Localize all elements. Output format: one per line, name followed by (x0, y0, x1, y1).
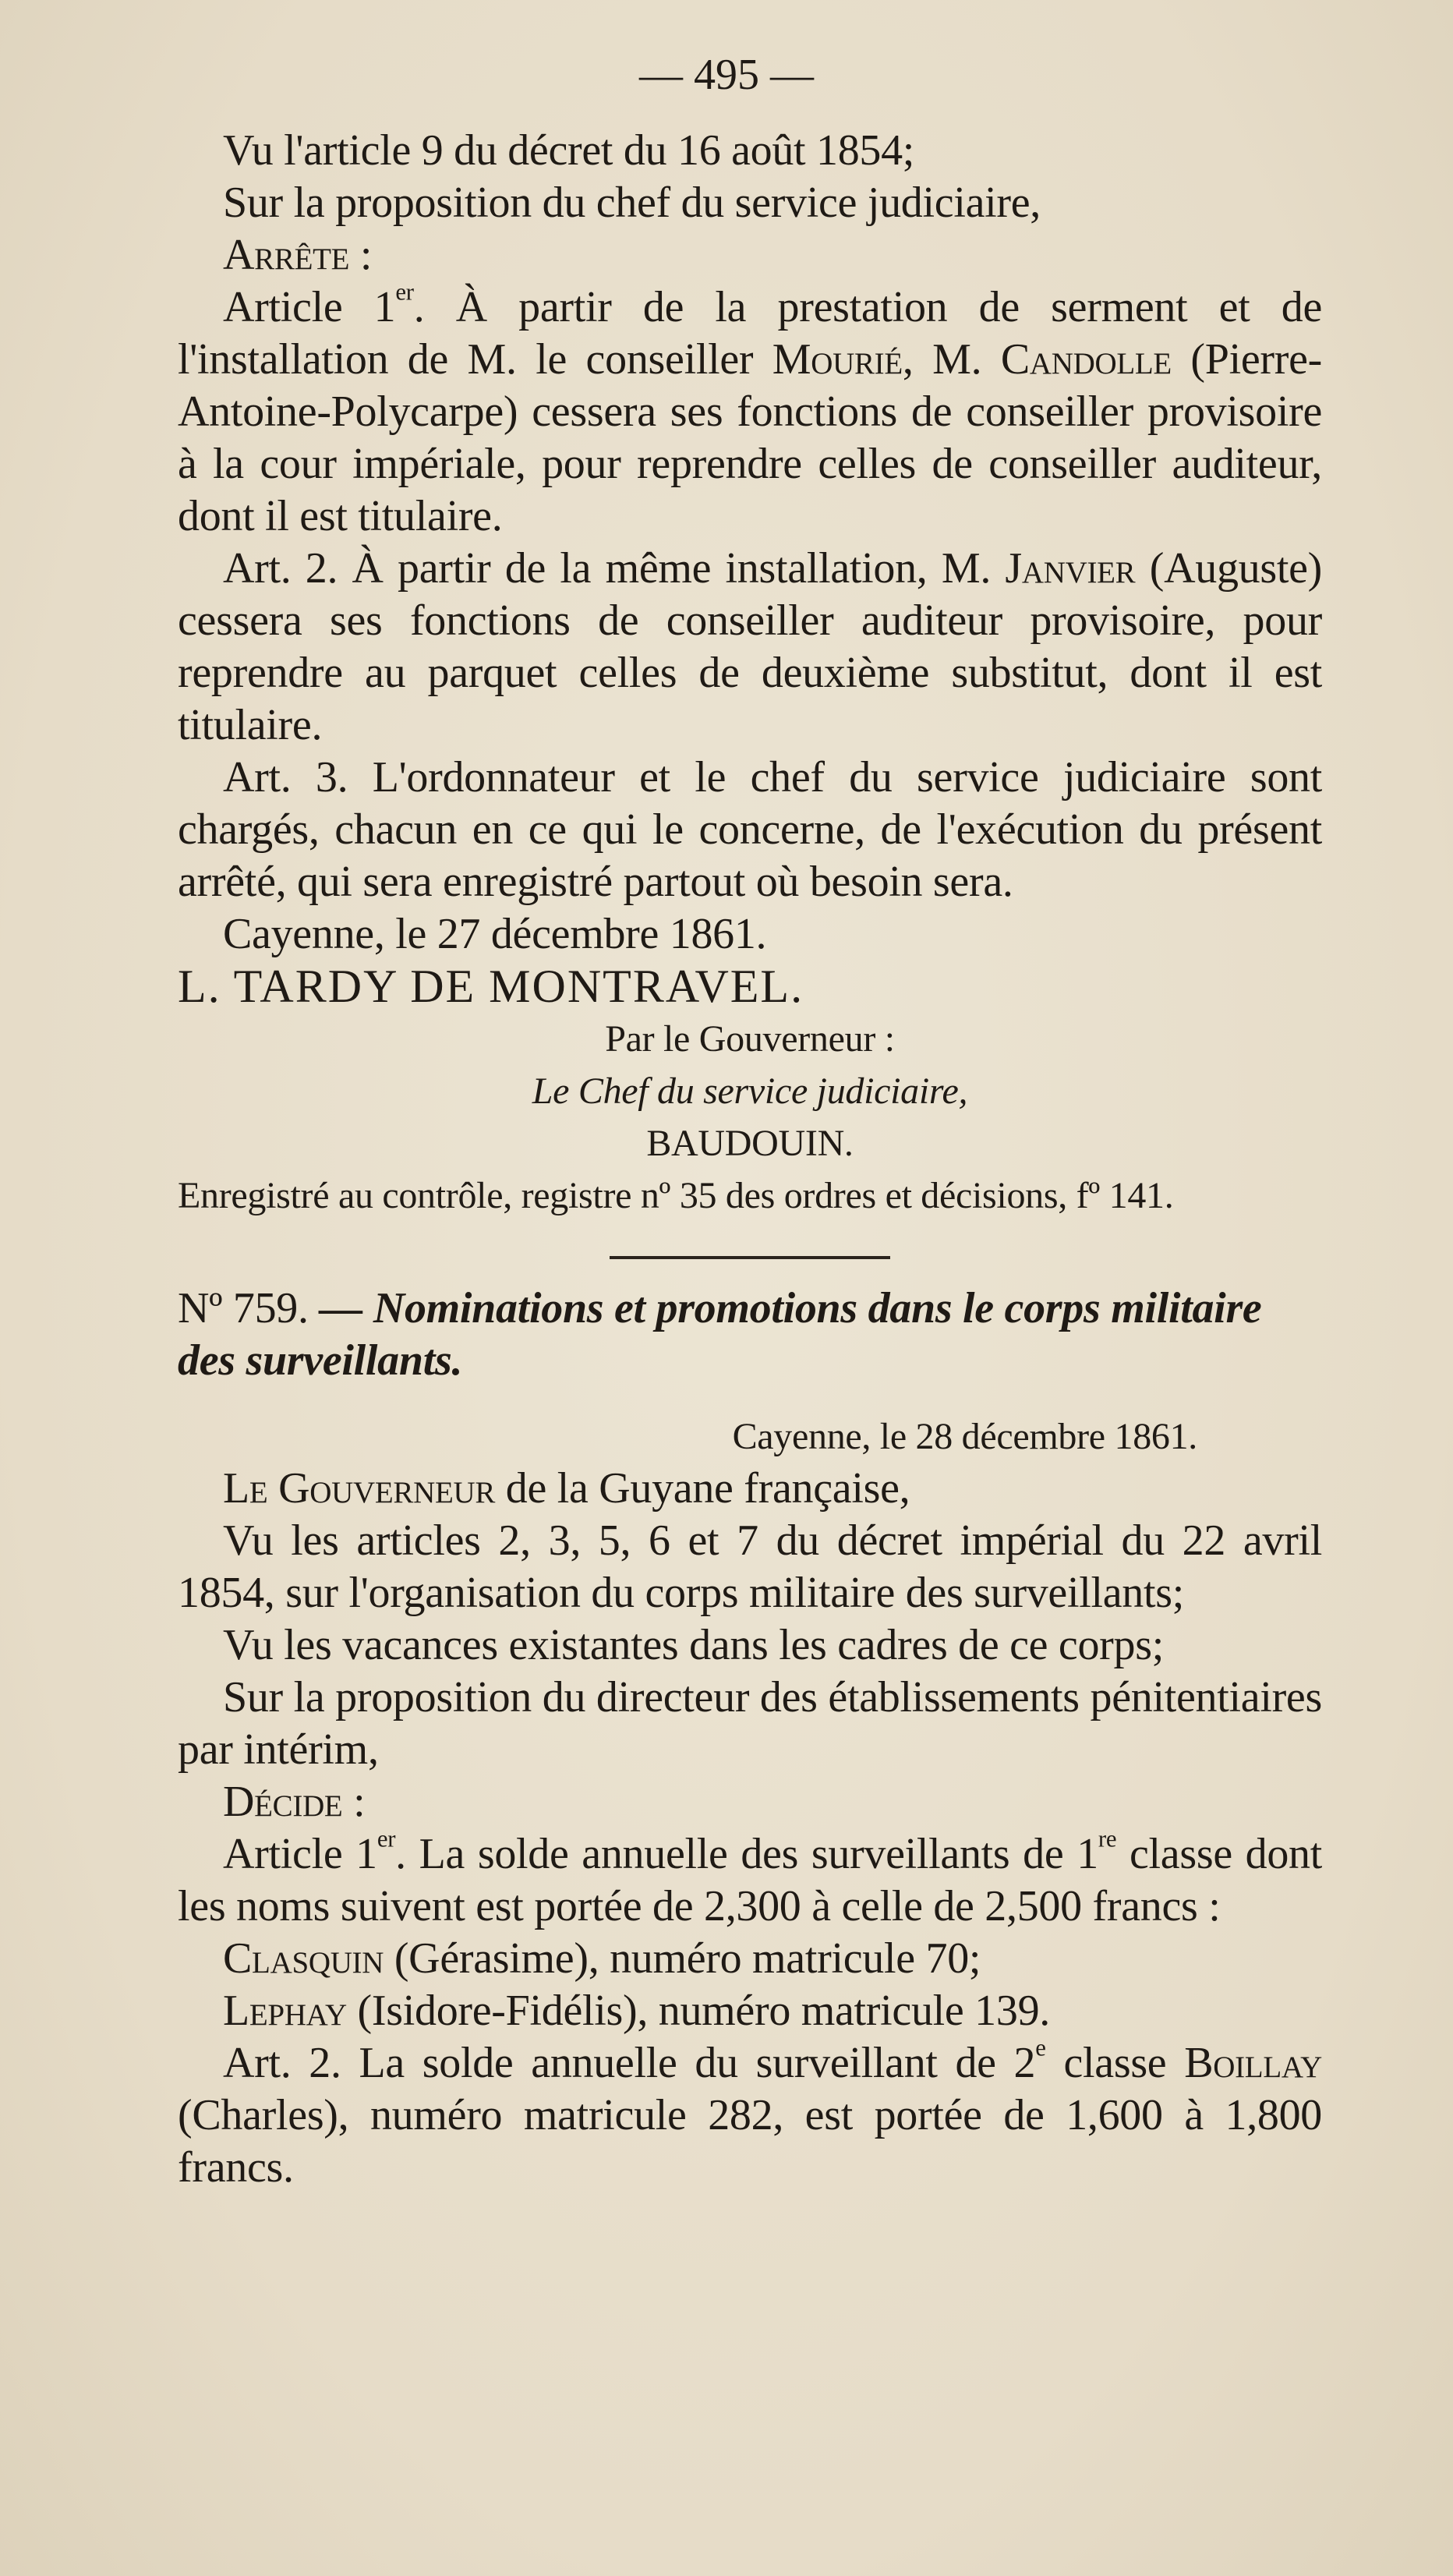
chef-name: BAUDOUIN. (646, 1123, 854, 1164)
article-2-solde-text-b: classe (1045, 2039, 1185, 2087)
par-le-gouverneur: Par le Gouverneur : (605, 1018, 895, 1060)
registre-note: Enregistré au contrôle, registre nº 35 des ordres et décisions, fº 141. (178, 1175, 1174, 1216)
article-1-text-b: , M. (902, 335, 1001, 384)
chef-service: Le Chef du service judiciaire, (532, 1070, 968, 1112)
name-clasquin-rest: (Gérasime), numéro matricule 70; (384, 1934, 981, 1983)
name-lephay-rest: (Isidore-Fidélis), numéro matricule 139. (346, 1987, 1050, 2035)
separator-rule (610, 1256, 890, 1259)
decide-heading: Décide : (223, 1778, 366, 1826)
arrete-heading: Arrête : (223, 231, 373, 279)
article-1-sup: er (395, 278, 414, 306)
name-candolle: Candolle (1000, 335, 1172, 384)
article-1-text-c: (Pierre-Antoine-Polycarpe) cessera ses fonctions de conseiller provisoire à la cour impériale, pour reprendre celles de conseiller auditeur, dont il est titulaire. (178, 335, 1322, 540)
gouverneur-rest: de la Guyane française, (495, 1464, 910, 1513)
article-3: Art. 3. L'ordonnateur et le chef du service judiciaire sont chargés, chacun en ce qui le concerne, de l'exécution du présent arrêté, qui sera enregistré partout où besoin sera. (178, 753, 1322, 906)
article-2 (178, 543, 1322, 752)
name-lephay: Lephay (223, 1987, 347, 2035)
section-title-a: — Nominations et promotions dans le corps militaire (308, 1284, 1262, 1332)
paragraph-vu-article: Vu l'article 9 du décret du 16 août 1854; (223, 126, 915, 175)
article-1-solde-sup2: re (1098, 1825, 1117, 1852)
name-clasquin-line (178, 1933, 1322, 1985)
name-mourie: Mourié (772, 335, 903, 384)
article-1 (178, 278, 1322, 543)
name-lephay-line (178, 1985, 1322, 2037)
paragraph-vu-articles: Vu les articles 2, 3, 5, 6 et 7 du décret impérial du 22 avril 1854, sur l'organisation du corps militaire des surveillants; (178, 1516, 1322, 1617)
main-text (178, 125, 1322, 2194)
article-1-solde-text-b: classe dont les noms suivent est portée de 2,300 à celle de 2,500 francs : (178, 1830, 1323, 1930)
section-title-b: des surveillants. (178, 1336, 463, 1385)
paragraph-directeur: Sur la proposition du directeur des établissements pénitentiaires par intérim, (178, 1673, 1322, 1774)
date-line-2: Cayenne, le 28 décembre 1861. (732, 1416, 1197, 1457)
article-1-label: Article 1 (223, 283, 396, 331)
article-2-text-b: (Auguste) cessera ses fonctions de conseiller auditeur provisoire, pour reprendre au parquet celles de deuxième substitut, dont il est titulaire. (178, 544, 1322, 749)
article-1-solde-label: Article 1 (223, 1830, 377, 1878)
name-clasquin: Clasquin (223, 1934, 384, 1983)
name-boillay: Boillay (1184, 2039, 1322, 2087)
article-1-solde (178, 1825, 1323, 1933)
paragraph-proposition: Sur la proposition du chef du service judiciaire, (223, 179, 1041, 227)
article-1-text-a: . À partir de la prestation de serment et de l'installation de M. le conseiller (178, 283, 1322, 384)
section-heading (178, 1283, 1322, 1335)
paragraph-vacances: Vu les vacances existantes dans les cadres de ce corps; (223, 1621, 1164, 1669)
gouverneur-line (178, 1463, 1322, 1515)
date-line-1: Cayenne, le 27 décembre 1861. (223, 910, 767, 958)
article-1-solde-sup: er (377, 1825, 396, 1852)
name-janvier: Janvier (1005, 544, 1136, 593)
article-2-solde-text-a: Art. 2. La solde annuelle du surveillant de 2 (223, 2039, 1036, 2087)
article-2-solde-text-c: (Charles), numéro matricule 282, est portée de 1,600 à 1,800 francs. (178, 2091, 1322, 2192)
page-number: — 495 — (639, 51, 814, 99)
article-2-solde (178, 2034, 1322, 2194)
section-number: Nº 759. (178, 1284, 309, 1332)
article-2-solde-sup: e (1035, 2034, 1046, 2061)
spacer (178, 1387, 1322, 1410)
signatory: L. TARDY DE MONTRAVEL. (178, 961, 804, 1012)
article-2-text-a: Art. 2. À partir de la même installation, M. (223, 544, 1006, 593)
gouverneur-title: Le Gouverneur (223, 1464, 496, 1513)
article-1-solde-text-a: . La solde annuelle des surveillants de 1 (395, 1830, 1098, 1878)
